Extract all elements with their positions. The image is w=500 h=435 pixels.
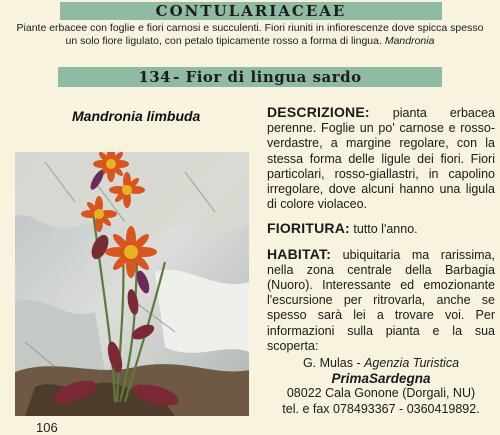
species-number: 134 <box>138 68 172 86</box>
habitat-section <box>267 247 495 354</box>
contact-brand: PrimaSardegna <box>331 371 431 387</box>
description-text: pianta erbacea perenne. Foglie un po' carnose e rosso-verdastre, a margine regolare, con la stessa forma delle ligule dei fiori. Fiori particolari, rosso-giallastri, in capolino irregolare, dove alcuni hanno una ligula di colore violaceo. <box>267 106 495 212</box>
family-banner <box>60 2 442 20</box>
flowering-text: tutto l'anno. <box>353 222 418 237</box>
contact-phone: tel. e fax 078493367 - 0360419892. <box>282 401 480 416</box>
contact-person: G. Mulas - <box>302 356 361 371</box>
latin-name: Mandronia limbuda <box>72 108 201 124</box>
text-column <box>267 105 495 417</box>
flowering-heading: FIORITURA: <box>267 220 350 237</box>
family-intro <box>14 22 486 48</box>
description-heading: DESCRIZIONE: <box>267 104 370 120</box>
plant-photo <box>15 152 249 416</box>
species-common-name: - Fior di lingua sardo <box>173 68 362 86</box>
description-section <box>267 105 495 212</box>
contact-agency: Agenzia Turistica <box>364 356 460 371</box>
page-number: 106 <box>36 420 58 435</box>
flowering-section <box>267 221 495 237</box>
family-title: CONTULARIACEAE <box>155 2 347 20</box>
contact-address: 08022 Cala Gonone (Dorgali, NU) <box>286 386 476 401</box>
contact-block <box>267 356 495 417</box>
intro-genus: Mandronia <box>384 35 435 47</box>
habitat-text: ubiquitaria ma rarissima, nella zona centrale della Barbagia (Nuoro). Interessante ed emozionante l'escursione per ritrovarla, anche se spesso sarà lei a trovare voi. Per informazioni sulla pianta e la sua scoperta: <box>267 247 495 353</box>
species-banner <box>58 67 442 87</box>
intro-text: Piante erbacee con foglie e fiori carnosi e succulenti. Fiori riuniti in infiorescenze dove spicca spesso un solo fiore ligulato, con petalo tipicamente rosso a forma di lingua. <box>16 22 484 47</box>
habitat-heading: HABITAT: <box>267 245 332 262</box>
